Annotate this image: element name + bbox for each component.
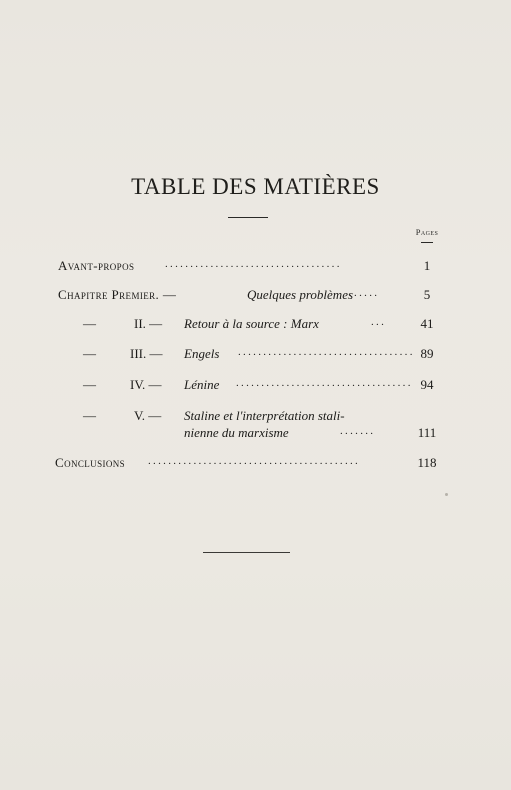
- toc-entry-label: Avant-propos: [58, 258, 135, 273]
- toc-leader-dots: ...................................: [238, 346, 415, 358]
- toc-entry-title: Engels: [184, 346, 220, 361]
- toc-chapter-numeral: IV. —: [130, 377, 162, 392]
- toc-entry-title-line-2: nienne du marxisme: [184, 425, 289, 440]
- toc-chapter-numeral: II. —: [134, 316, 163, 331]
- toc-page-number: 1: [423, 258, 431, 273]
- paper-speck: [445, 493, 448, 496]
- toc-ditto-dash: —: [83, 316, 96, 331]
- toc-entry-chapter-v[interactable]: [0, 408, 511, 448]
- toc-chapter-numeral: V. —: [134, 408, 162, 423]
- toc-entry-chapter-iii[interactable]: [0, 346, 511, 368]
- toc-entry-chapter-iv[interactable]: [0, 377, 511, 399]
- toc-leader-dots: .......: [340, 425, 376, 437]
- toc-page-number: 5: [423, 287, 431, 302]
- toc-leader-dots: ......: [349, 287, 380, 299]
- toc-page-number: 118: [417, 455, 437, 470]
- toc-page-number: 111: [417, 425, 437, 440]
- toc-ditto-dash: —: [83, 408, 96, 423]
- toc-entry-chapter-ii[interactable]: [0, 316, 511, 338]
- toc-ditto-dash: —: [83, 377, 96, 392]
- toc-entry-avant-propos[interactable]: [0, 258, 511, 280]
- pages-column-rule: [421, 242, 433, 243]
- toc-leader-dots: ...................................: [165, 258, 342, 270]
- closing-rule: [203, 552, 290, 553]
- toc-page-number: 41: [420, 316, 434, 331]
- page-title: TABLE DES MATIÈRES: [131, 174, 380, 199]
- toc-page-number: 89: [420, 346, 434, 361]
- toc-leader-dots: ...: [371, 316, 387, 328]
- toc-entry-title: Lénine: [184, 377, 220, 392]
- toc-entry-title-line-1: Staline et l'interprétation stali-: [184, 408, 345, 423]
- pages-column-header: Pages: [415, 227, 439, 237]
- toc-entry-label: Conclusions: [55, 455, 126, 470]
- toc-page-number: 94: [420, 377, 434, 392]
- toc-ditto-dash: —: [83, 346, 96, 361]
- toc-entry-title: Retour à la source : Marx: [184, 316, 319, 331]
- title-rule: [228, 217, 268, 218]
- toc-entry-label: Chapitre Premier. —: [58, 287, 177, 302]
- toc-leader-dots: ...................................: [236, 377, 413, 389]
- toc-entry-chapitre-premier[interactable]: [0, 287, 511, 309]
- toc-chapter-numeral: III. —: [130, 346, 163, 361]
- toc-entry-conclusions[interactable]: [0, 455, 511, 477]
- toc-leader-dots: ..........................................: [148, 455, 361, 467]
- toc-entry-title: Quelques problèmes: [247, 287, 354, 302]
